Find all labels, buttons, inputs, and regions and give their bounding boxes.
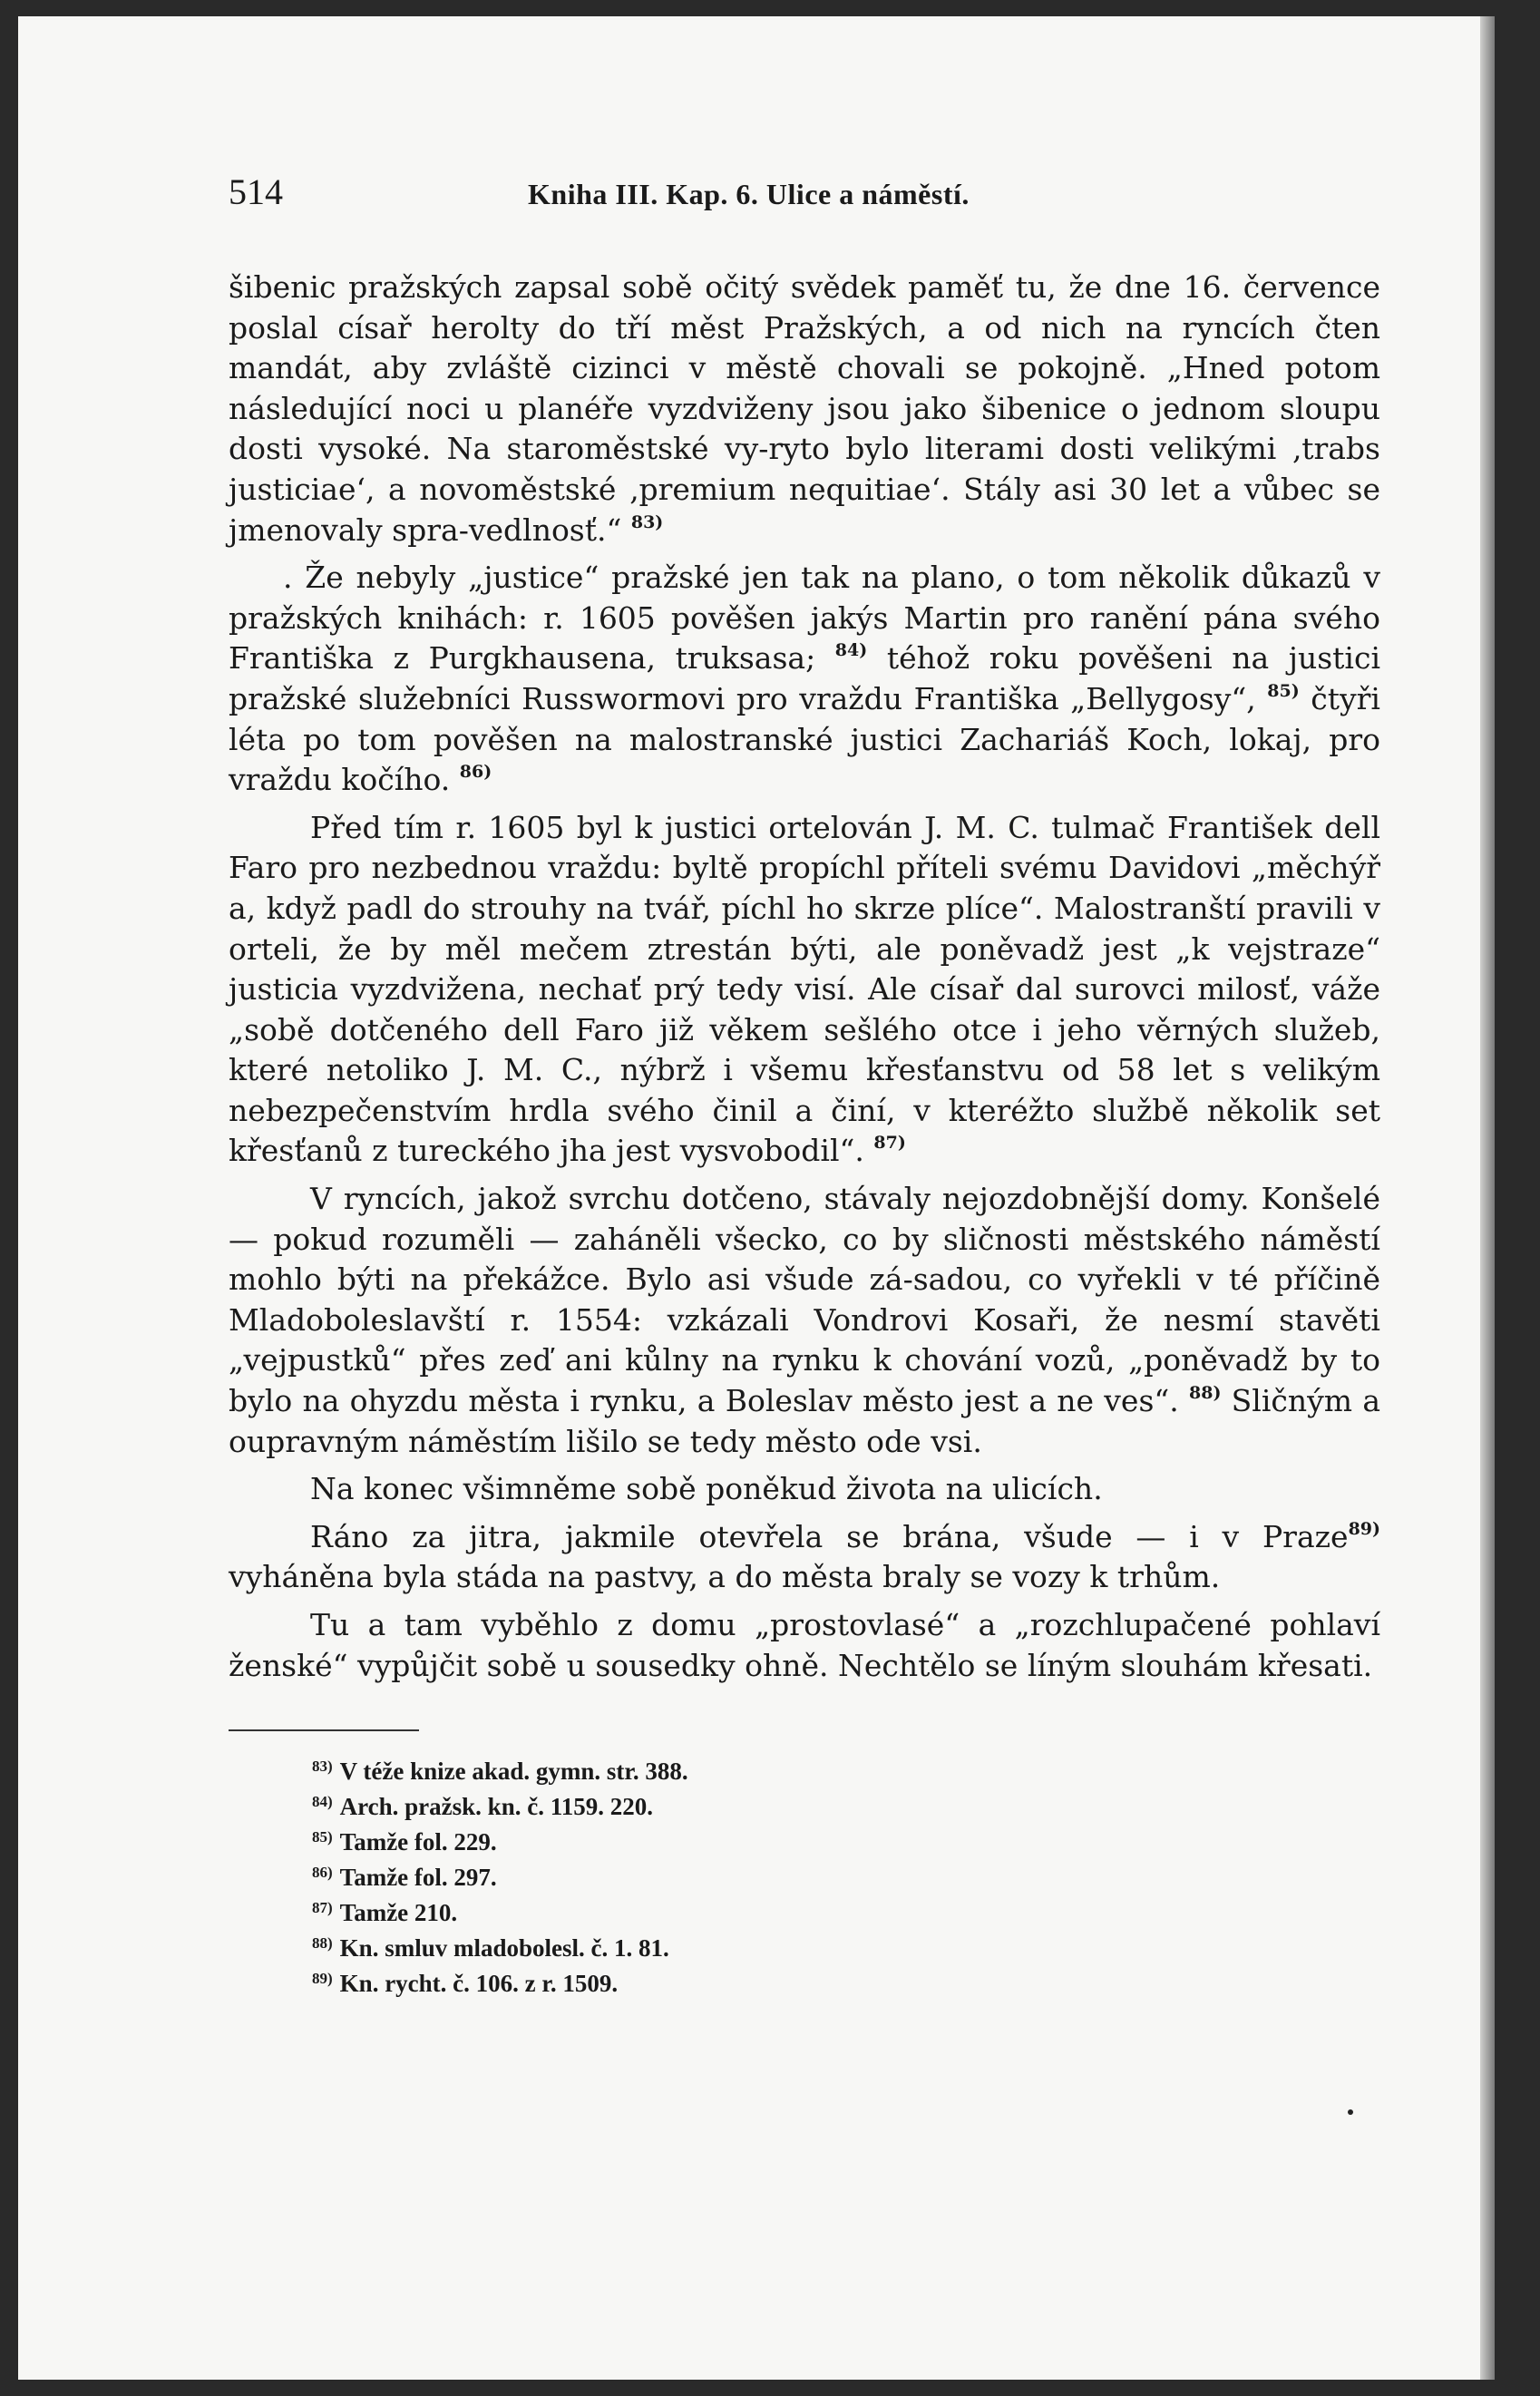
paragraph-text: . Že nebyly „justice“ pražské jen tak na plano, o tom několik důkazů v pražských knihách: r. 1605 pověšen jakýs Martin pro ranění pána svého Františka z Purgkhausena, truksasa; bbox=[229, 560, 1380, 677]
footnote-reference[interactable]: 84) bbox=[834, 640, 868, 661]
footnote bbox=[312, 1963, 1380, 1999]
footnote-number: 88) bbox=[312, 1934, 333, 1953]
paragraph-text: Tu a tam vyběhlo z domu „prostovlasé“ a „rozchlupačené pohlaví ženské“ vypůjčit sobě u sousedky ohně. Nechtělo se líným slouhám křesati. bbox=[229, 1607, 1380, 1683]
footnote bbox=[312, 1787, 1380, 1822]
paragraph bbox=[229, 268, 1380, 550]
footnote bbox=[312, 1928, 1380, 1963]
footnote-number: 85) bbox=[312, 1828, 333, 1846]
footnote-number: 89) bbox=[312, 1970, 333, 1988]
paragraph-text: Ráno za jitra, jakmile otevřela se brána, všude — i v Praze bbox=[310, 1518, 1349, 1554]
paragraph-text: Před tím r. 1605 byl k justici ortelován J. M. C. tulmač František dell Faro pro nezbednou vraždu: byltě propíchl příteli svému Davidovi „měchýř a, když padl do strouhy na tvář, píchl ho skrze plíce“. Malostranští pravili v orteli, že by měl mečem ztrestán býti, ale poněvadž jest „k vejstraze“ justicia vyzdvižena, nechať prý tedy visí. Ale císař dal surovci milosť, váže „sobě dotčeného dell Faro již věkem sešlého otce i jeho věrných služeb, které netoliko J. M. C., nýbrž i všemu křesťanstvu od 58 let s velikým nebezpečenstvím hrdla svého činil a činí, v kteréžto službě několik set křesťanů z tureckého jha jest vysvobodil“. bbox=[229, 809, 1380, 1169]
footnote-text: Kn. rycht. č. 106. z r. 1509. bbox=[339, 1970, 619, 1998]
footnote-reference[interactable]: 87) bbox=[873, 1133, 906, 1154]
paragraph-text: Sličným a oupravným náměstím lišilo se tedy město ode vsi. bbox=[229, 1383, 1380, 1459]
paragraph-text: V ryncích, jakož svrchu dotčeno, stávaly nejozdobnější domy. Konšelé — pokud rozuměli — zaháněli všecko, co by sličnosti městského náměstí mohlo býti na překážce. Bylo asi všude zá-sadou, co vyřekli v té příčině Mladoboleslavští r. 1554: vzkázali Vondrovi Kosaři, že nesmí stavěti „vejpustků“ přes zeď ani kůlny na rynku k chování vozů, „poněvadž by to bylo na ohyzdu města i rynku, a Boleslav město jest a ne ves“. bbox=[229, 1181, 1380, 1419]
paragraph bbox=[229, 1605, 1380, 1686]
paragraph-text: vyháněna byla stáda na pastvy, a do města braly se vozy k trhům. bbox=[229, 1559, 1221, 1595]
paragraph bbox=[229, 1517, 1380, 1598]
stray-ink-dot bbox=[1348, 2109, 1353, 2115]
footnotes bbox=[312, 1751, 1380, 1999]
footnote-reference[interactable]: 86) bbox=[459, 762, 492, 783]
footnote-reference[interactable]: 88) bbox=[1189, 1383, 1222, 1404]
footnote-reference[interactable]: 89) bbox=[1348, 1518, 1380, 1539]
footnote bbox=[312, 1822, 1380, 1857]
paragraph bbox=[229, 558, 1380, 801]
footnote-reference[interactable]: 85) bbox=[1267, 680, 1300, 701]
footnote-text: Kn. smluv mladobolesl. č. 1. 81. bbox=[339, 1934, 669, 1963]
footnote-text: Tamže fol. 229. bbox=[339, 1828, 497, 1856]
page-content bbox=[229, 170, 1380, 1999]
page-spine-shadow bbox=[1480, 16, 1495, 2380]
paragraph-text: téhož roku pověšeni na justici pražské služebníci Russwormovi pro vraždu Františka „Bellygosy“, bbox=[229, 640, 1380, 716]
footnote-number: 86) bbox=[312, 1864, 333, 1882]
paragraph bbox=[229, 1179, 1380, 1462]
footnote-separator bbox=[229, 1729, 419, 1731]
footnote-number: 84) bbox=[312, 1793, 333, 1811]
footnote-number: 83) bbox=[312, 1758, 333, 1776]
page-number: 514 bbox=[229, 171, 283, 212]
running-head: Kniha III. Kap. 6. Ulice a náměstí. bbox=[528, 178, 970, 210]
footnote bbox=[312, 1751, 1380, 1787]
paragraph-text: Na konec všimněme sobě poněkud života na ulicích. bbox=[310, 1471, 1103, 1507]
footnote bbox=[312, 1893, 1380, 1928]
paragraph bbox=[229, 808, 1380, 1172]
footnote-text: Tamže fol. 297. bbox=[339, 1864, 497, 1892]
footnote-text: V téže knize akad. gymn. str. 388. bbox=[339, 1758, 688, 1786]
body-text bbox=[229, 268, 1380, 1686]
page-header bbox=[229, 170, 1380, 213]
paragraph-text: čtyři léta po tom pověšen na malostranské justici Zachariáš Koch, lokaj, pro vraždu kočího. bbox=[229, 680, 1380, 798]
footnote-reference[interactable]: 83) bbox=[630, 511, 664, 532]
footnote bbox=[312, 1857, 1380, 1893]
footnote-text: Tamže 210. bbox=[339, 1899, 458, 1927]
paragraph-text: šibenic pražských zapsal sobě očitý svědek paměť tu, že dne 16. července poslal císař herolty do tří měst Pražských, a od nich na ryncích čten mandát, aby zvláště cizinci v městě chovali se pokojně. „Hned potom následující noci u planéře vyzdviženy jsou jako šibenice o jednom sloupu dosti vysoké. Na staroměstské vy-ryto bylo literami dosti velikými ‚trabs justiciae‘, a novoměstské ‚premium nequitiae‘. Stály asi 30 let a vůbec se jmenovaly spra-vedlnosť.“ bbox=[229, 269, 1380, 548]
paragraph bbox=[229, 1469, 1380, 1510]
footnote-text: Arch. pražsk. kn. č. 1159. 220. bbox=[339, 1793, 653, 1821]
book-page bbox=[18, 16, 1495, 2380]
footnote-number: 87) bbox=[312, 1899, 333, 1917]
